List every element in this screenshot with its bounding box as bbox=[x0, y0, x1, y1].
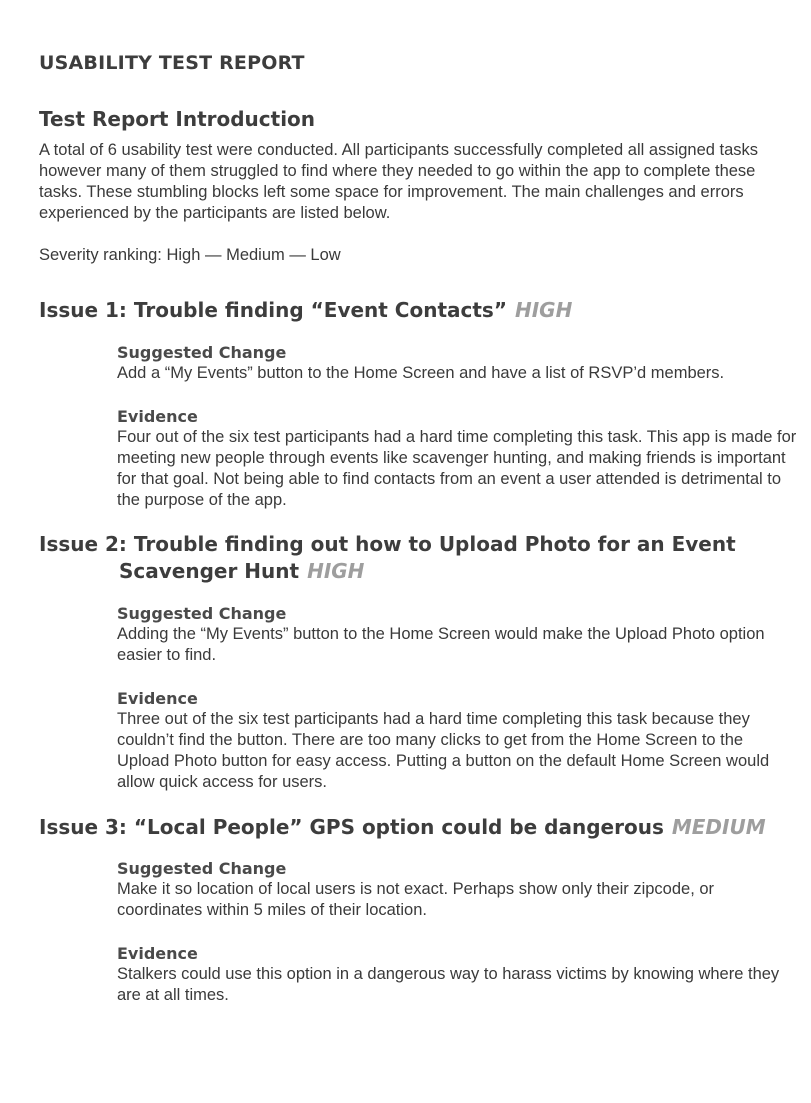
issue-3-title: Issue 3: “Local People” GPS option could be dangerous bbox=[39, 815, 664, 839]
issue-1-suggested-label: Suggested Change bbox=[117, 343, 287, 362]
intro-heading: Test Report Introduction bbox=[39, 107, 316, 131]
issue-2-title-line2: Scavenger Hunt bbox=[119, 559, 300, 583]
issue-3-evidence-block bbox=[117, 944, 797, 1006]
issue-2-evidence-text: Three out of the six test participants had a hard time completing this task because they couldn’t find the button. There are too many clicks to get from the Home Screen to the Upload Photo button for easy access. Putting a button on the default Home Screen would allow quick access for users. bbox=[117, 710, 770, 791]
issue-3-evidence-label: Evidence bbox=[117, 944, 198, 963]
issue-2-suggested-text: Adding the “My Events” button to the Home Screen would make the Upload Photo option easier to find. bbox=[117, 625, 765, 664]
issue-1-evidence-label: Evidence bbox=[117, 407, 198, 426]
issue-3-suggested-block bbox=[117, 859, 797, 921]
intro-paragraph: A total of 6 usability test were conducted. All participants successfully completed all assigned tasks however many of them struggled to find where they needed to go within the app to complete these tasks. These stumbling blocks left some space for improvement. The main challenges and errors experienced by the participants are listed below. bbox=[39, 141, 759, 222]
report-title: USABILITY TEST REPORT bbox=[39, 52, 305, 74]
issue-1-evidence-text: Four out of the six test participants had a hard time completing this task. This app is made for meeting new people through events like scavenger hunting, and making friends is important for that goal. Not being able to find contacts from an event a user attended is detrimental to the purpose of the app. bbox=[117, 428, 797, 509]
issue-3-heading bbox=[39, 814, 799, 841]
issue-3-suggested-text: Make it so location of local users is not exact. Perhaps show only their zipcode, or coordinates within 5 miles of their location. bbox=[117, 880, 715, 919]
issue-3-suggested-label: Suggested Change bbox=[117, 859, 287, 878]
issue-1-heading bbox=[39, 297, 799, 324]
issue-2-suggested-block bbox=[117, 604, 797, 666]
issue-2-evidence-label: Evidence bbox=[117, 689, 198, 708]
issue-3-evidence-text: Stalkers could use this option in a dangerous way to harass victims by knowing where they are at all times. bbox=[117, 965, 780, 1004]
issue-1-severity: HIGH bbox=[514, 298, 573, 322]
issue-2-title-line2-wrap bbox=[39, 558, 799, 585]
issue-2-suggested-label: Suggested Change bbox=[117, 604, 287, 623]
issue-2-title-line1: Issue 2: Trouble finding out how to Upload Photo for an Event bbox=[39, 532, 736, 556]
issue-1-evidence-block bbox=[117, 407, 797, 511]
issue-2-heading bbox=[39, 531, 799, 585]
severity-ranking: Severity ranking: High — Medium — Low bbox=[39, 246, 341, 264]
issue-1-suggested-block bbox=[117, 343, 797, 384]
issue-3-severity: MEDIUM bbox=[671, 815, 766, 839]
issue-1-title: Issue 1: Trouble finding “Event Contacts” bbox=[39, 298, 507, 322]
issue-2-evidence-block bbox=[117, 689, 797, 793]
issue-2-severity: HIGH bbox=[307, 559, 365, 583]
issue-1-suggested-text: Add a “My Events” button to the Home Screen and have a list of RSVP’d members. bbox=[117, 364, 725, 382]
